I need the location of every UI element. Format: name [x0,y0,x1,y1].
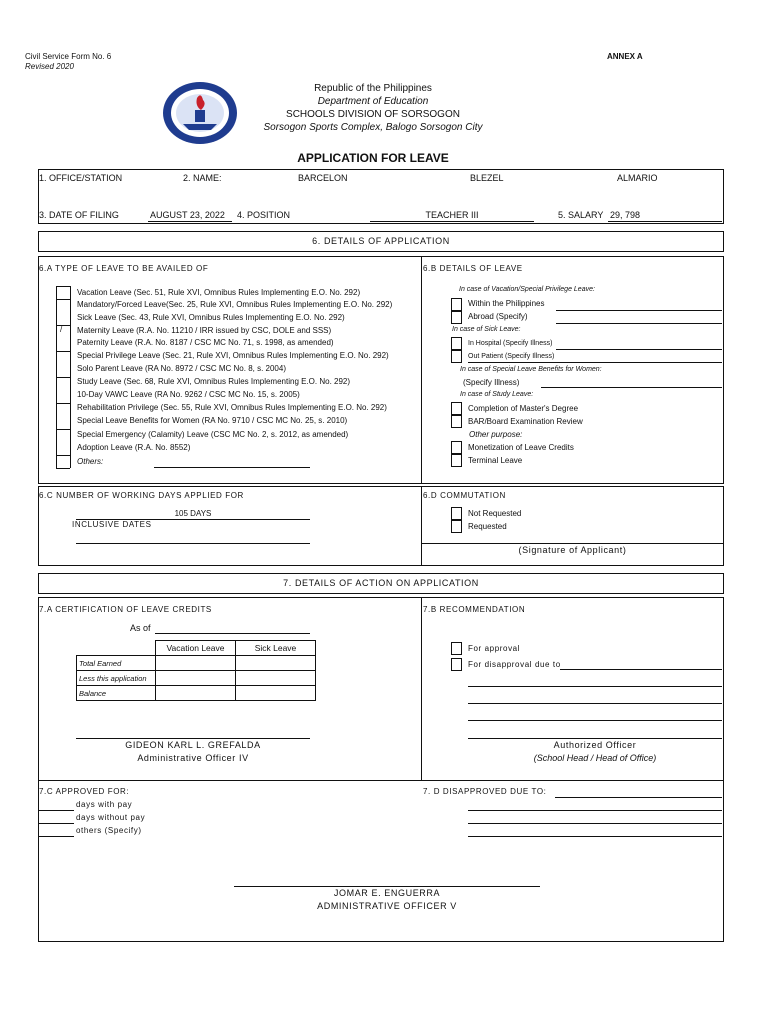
name-label: 2. NAME: [183,173,222,183]
leave-type-item[interactable]: Mandatory/Forced Leave(Sec. 25, Rule XVI, Omnibus Rules Implementing E.O. No. 292) [77,300,393,309]
leave-type-item[interactable]: Vacation Leave (Sec. 51, Rule XVI, Omnibus Rules Implementing E.O. No. 292) [77,288,361,297]
not-requested-label: Not Requested [468,509,522,518]
credit-cell[interactable] [236,686,316,701]
credit-cell[interactable] [236,671,316,686]
bar-review-checkbox[interactable] [451,415,462,428]
certifying-officer-name: GIDEON KARL L. GREFALDA [125,740,261,750]
section7-title: 7. DETAILS OF ACTION ON APPLICATION [283,578,479,588]
credit-cell[interactable] [156,671,236,686]
masters-label: Completion of Master's Degree [468,404,579,413]
section7b-title: 7.B RECOMMENDATION [423,605,526,614]
abroad-label: Abroad (Specify) [468,312,528,321]
republic-line: Republic of the Philippines [314,83,432,94]
form-number: Civil Service Form No. 6 [25,52,112,61]
first-name: BLEZEL [470,173,504,183]
authorized-officer-label: Authorized Officer [553,740,637,750]
requested-label: Requested [468,522,507,531]
leave-type-item[interactable]: Study Leave (Sec. 68, Rule XVI, Omnibus Rules Implementing E.O. No. 292) [77,377,351,386]
position-value: TEACHER III [425,210,479,220]
less-application-label: Less this application [77,671,156,686]
form-title: APPLICATION FOR LEAVE [297,151,449,165]
section6-title: 6. DETAILS OF APPLICATION [312,236,450,246]
leave-type-item[interactable]: Special Emergency (Calamity) Leave (CSC MC No. 2, s. 2012, as amended) [77,430,349,439]
address-line: Sorsogon Sports Complex, Balogo Sorsogon City [263,122,483,133]
vacation-leave-header: Vacation Leave [156,641,236,656]
office-label: 1. OFFICE/STATION [39,173,123,183]
in-hospital-checkbox[interactable] [451,337,462,350]
monetization-checkbox[interactable] [451,441,462,454]
credit-cell[interactable] [236,656,316,671]
applicant-signature-label: (Signature of Applicant) [518,545,627,555]
bar-review-label: BAR/Board Examination Review [468,417,583,426]
position-label: 4. POSITION [237,210,291,220]
leave-type-item[interactable]: Solo Parent Leave (RA No. 8972 / CSC MC No. 8, s. 2004) [77,364,286,373]
leave-type-item[interactable]: Paternity Leave (R.A. No. 8187 / CSC MC No. 71, s. 1998, as amended) [77,338,334,347]
total-earned-label: Total Earned [77,656,156,671]
leave-type-item[interactable]: Adoption Leave (R.A. No. 8552) [77,443,191,452]
credit-cell[interactable] [156,686,236,701]
vacation-heading: In case of Vacation/Special Privilege Leave: [459,286,595,293]
women-heading: In case of Special Leave Benefits for Women: [460,366,602,373]
specify-illness-label: (Specify Illness) [463,378,520,387]
approving-officer-title: ADMINISTRATIVE OFFICER V [317,901,457,911]
date-filing-value: AUGUST 23, 2022 [150,210,225,220]
within-philippines-checkbox[interactable] [451,298,462,311]
date-filing-label: 3. DATE OF FILING [39,210,119,220]
form-revised: Revised 2020 [25,62,74,71]
middle-name: ALMARIO [617,173,658,183]
other-purpose-heading: Other purpose: [469,430,523,439]
with-pay-label: days with pay [76,800,133,809]
deped-seal [161,80,239,146]
section6a-title: 6.A TYPE OF LEAVE TO BE AVAILED OF [39,264,209,273]
section7a-title: 7.A CERTIFICATION OF LEAVE CREDITS [39,605,212,614]
sick-leave-header: Sick Leave [236,641,316,656]
within-philippines-label: Within the Philippines [468,299,545,308]
leave-type-item[interactable]: Special Privilege Leave (Sec. 21, Rule XVI, Omnibus Rules Implementing E.O. No. 292) [77,351,389,360]
section6b-title: 6.B DETAILS OF LEAVE [423,264,523,273]
section6c-title: 6.C NUMBER OF WORKING DAYS APPLIED FOR [39,491,244,500]
working-days-value: 105 DAYS [174,509,212,518]
leave-type-item[interactable]: Sick Leave (Sec. 43, Rule XVI, Omnibus Rules Implementing E.O. No. 292) [77,313,345,322]
for-approval-checkbox[interactable] [451,642,462,655]
approving-officer-name: JOMAR E. ENGUERRA [333,888,441,898]
section7d-title: 7. D DISAPPROVED DUE TO: [423,787,547,796]
not-requested-checkbox[interactable] [451,507,462,520]
without-pay-label: days without pay [76,813,146,822]
balance-label: Balance [77,686,156,701]
leave-type-item[interactable]: Special Leave Benefits for Women (RA No. 9710 / CSC MC No. 25, s. 2010) [77,416,348,425]
leave-type-item[interactable]: Maternity Leave (R.A. No. 11210 / IRR issued by CSC, DOLE and SSS) [77,326,332,335]
leave-type-item[interactable]: 10-Day VAWC Leave (RA No. 9262 / CSC MC No. 15, s. 2005) [77,390,300,399]
certifying-officer-title: Administrative Officer IV [137,753,249,763]
division-line: SCHOOLS DIVISION OF SORSOGON [286,109,460,120]
as-of-label: As of [130,623,151,633]
section6d-title: 6.D COMMUTATION [423,491,506,500]
monetization-label: Monetization of Leave Credits [468,443,574,452]
others-label: Others: [77,457,104,466]
salary-label: 5. SALARY [558,210,604,220]
requested-checkbox[interactable] [451,520,462,533]
terminal-leave-checkbox[interactable] [451,454,462,467]
section7c-title: 7.C APPROVED FOR: [39,787,130,796]
in-hospital-label: In Hospital (Specify Illness) [468,340,553,347]
inclusive-dates-label: INCLUSIVE DATES [72,520,152,529]
maternity-leave-check[interactable]: / [60,325,63,334]
leave-type-item[interactable]: Rehabilitation Privilege (Sec. 55, Rule XVI, Omnibus Rules Implementing E.O. No. 292) [77,403,387,412]
terminal-leave-label: Terminal Leave [468,456,523,465]
credit-cell[interactable] [156,656,236,671]
department-line: Department of Education [317,96,429,107]
authorized-officer-sub: (School Head / Head of Office) [533,753,657,763]
masters-checkbox[interactable] [451,402,462,415]
others-specify-label: others (Specify) [76,826,142,835]
for-disapproval-checkbox[interactable] [451,658,462,671]
salary-value: 29, 798 [610,210,641,220]
abroad-checkbox[interactable] [451,311,462,324]
out-patient-label: Out Patient (Specify Illness) [468,353,555,360]
out-patient-checkbox[interactable] [451,350,462,363]
leave-credits-table [76,640,316,701]
last-name: BARCELON [298,173,348,183]
sick-heading: In case of Sick Leave: [452,326,521,333]
for-disapproval-label: For disapproval due to [468,660,561,669]
for-approval-label: For approval [468,644,521,653]
annex-label: ANNEX A [607,52,643,61]
study-heading: In case of Study Leave: [460,391,534,398]
